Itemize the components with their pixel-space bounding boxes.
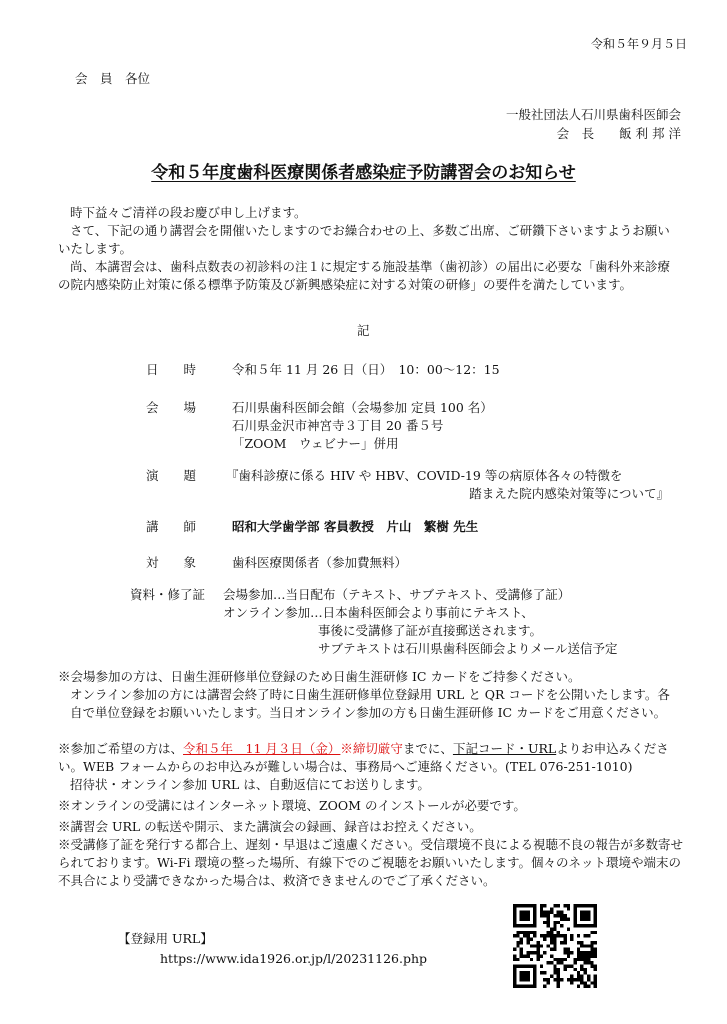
materials-line: サブテキストは石川県歯科医師会よりメール送信予定 [318,641,618,656]
code-url-reference: 下記コード・URL [452,741,557,756]
note-application-post: よりお申込みください。WEB フォームからのお申込みが難しい場合は、事務局へご連絡ください。(TEL 076-251-1010) [58,741,669,774]
greeting-paragraph: 時下益々ご清祥の段お慶び申し上げます。 [70,205,307,220]
invitation-paragraph: さて、下記の通り講習会を開催いたしますのでお繰合わせの上、多数ご出席、ご研鑽下さいますようお願いいたします。 [58,223,670,256]
materials-label: 資料・修了証 [130,587,206,602]
materials-line: 事後に受講修了証が直接郵送されます。 [318,623,543,638]
note-application [58,740,688,776]
notice-title [0,162,727,184]
note-attendance: ※受講修了証を発行する都合上、遅刻・早退はご遠慮ください。受信環境不良による視聴不良の報告が多数寄せられております。Wi-Fi 環境の整った場所、有線下でのご視聴をお願いいたします。個々のネット環境や端末の不具合により受講できなかった場合は、救済できませんのでご了承ください。 [58,837,684,888]
topic-line: 踏まえた院内感染対策等について』 [469,486,669,501]
lecturer-value: 昭和大学歯学部 客員教授 片山 繁樹 先生 [232,519,479,534]
sender-organization: 一般社団法人石川県歯科医師会 [505,107,681,122]
venue-line: 石川県金沢市神宮寺３丁目 20 番５号 [232,418,444,433]
deadline-date: 令和５年 11 月３日（金） [183,741,341,756]
materials-line: オンライン参加…日本歯科医師会より事前にテキスト、 [223,605,534,620]
qr-code-icon[interactable] [513,904,597,988]
note-application-pre: ※参加ご希望の方は、 [58,741,184,756]
note-application-mid: までに、 [402,741,453,756]
venue-line: 石川県歯科医師会館（会場参加 定員 100 名） [232,400,493,415]
note-invitation: 招待状・オンライン参加 URL は、自動返信にてお送りします。 [70,777,430,792]
topic-label: 演 題 [146,468,197,483]
note-recording: ※講習会 URL の転送や開示、また講演会の録画、録音はお控えください。 [58,819,482,834]
datetime-value: 令和５年 11 月 26 日（日） 10：00～12：15 [232,362,500,377]
deadline-strict: ※締切厳守 [340,741,403,756]
addressee: 会 員 各位 [75,71,151,86]
target-value: 歯科医療関係者（参加費無料） [232,555,408,570]
ki-heading: 記 [357,323,370,338]
lecturer-label: 講 師 [146,519,197,534]
topic-line: 『歯科診療に係る HIV や HBV、COVID-19 等の病原体各々の特徴を [226,468,623,483]
venue-label: 会 場 [146,400,197,415]
requirement-paragraph: 尚、本講習会は、歯科点数表の初診料の注１に規定する施設基準（歯初診）の届出に必要な「歯科外来診療の院内感染防止対策に係る標準予防策及び新興感染症に対する対策の研修」の要件を満たしています。 [58,259,671,292]
target-label: 対 象 [146,555,197,570]
sender-name: 会 長 飯 利 邦 洋 [556,126,681,141]
document-date: 令和５年９月５日 [590,37,687,51]
datetime-label: 日 時 [146,362,197,377]
materials-line: 会場参加…当日配布（テキスト、サブテキスト、受講修了証） [223,587,571,602]
venue-line: 「ZOOM ウェビナー」併用 [232,436,399,451]
note-internet: ※オンラインの受講にはインターネット環境、ZOOM のインストールが必要です。 [58,798,526,813]
note-online-credit: オンライン参加の方には講習会終了時に日歯生涯研修単位登録用 URL と QR コードを公開いたします。各自で単位登録をお願いいたします。当日オンライン参加の方も日歯生涯研修 IC カードをご用意ください。 [70,687,670,720]
note-ic-card: ※会場参加の方は、日歯生涯研修単位登録のため日歯生涯研修 IC カードをご持参ください。 [58,669,581,684]
notice-title-text: 令和５年度歯科医療関係者感染症予防講習会のお知らせ [151,163,576,183]
registration-url[interactable]: https://www.ida1926.or.jp/l/20231126.php [160,951,428,966]
registration-label: 【登録用 URL】 [118,931,213,946]
